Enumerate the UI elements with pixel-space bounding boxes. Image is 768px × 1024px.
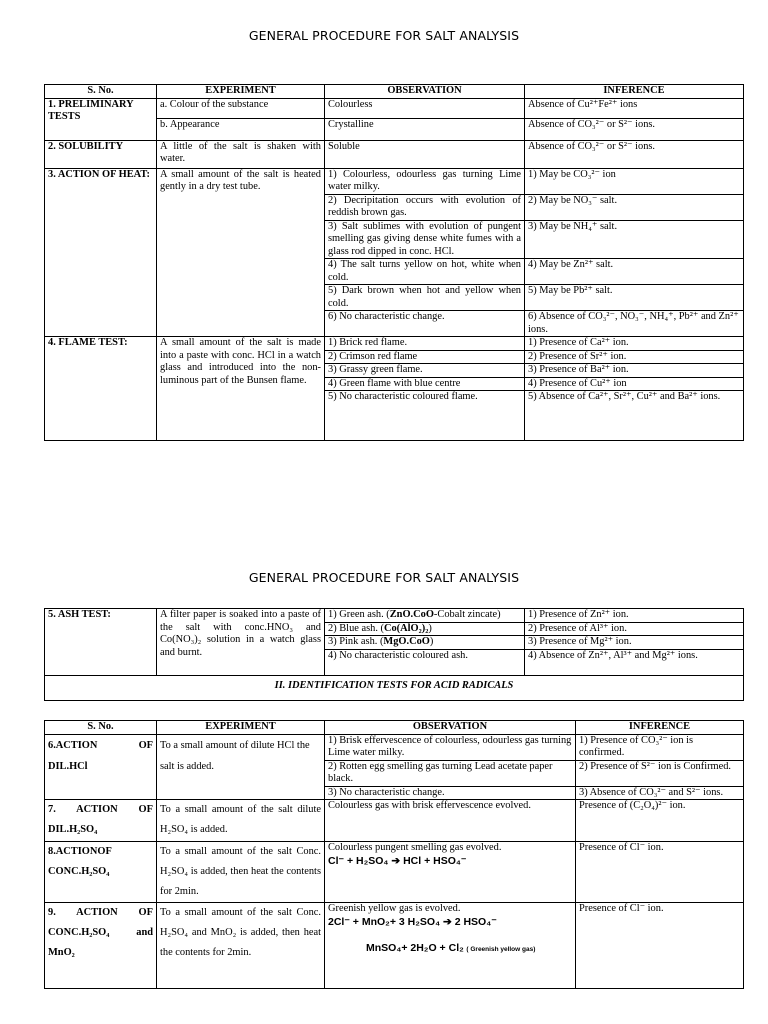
row-label-conc-mno2: 9. ACTION OF CONC.H₂SO₄ and MnO₂ — [45, 903, 157, 989]
experiment-cell: To a small amount of dilute HCl the salt is added. — [157, 734, 325, 800]
inference-cell: 1) Presence of Zn²⁺ ion. — [525, 609, 744, 623]
row-label-ash: 5. ASH TEST: — [45, 609, 157, 676]
observation-cell: 4) Green flame with blue centre — [325, 377, 525, 391]
inference-cell: 6) Absence of CO₃²⁻, NO₃⁻, NH₄⁺, Pb²⁺ and Zn²⁺ ions. — [525, 311, 744, 337]
table-row — [45, 609, 744, 623]
equation-line-2 — [328, 942, 572, 957]
inference-cell: 1) May be CO₃²⁻ ion — [525, 168, 744, 194]
row-label-heat: 3. ACTION OF HEAT: — [45, 168, 157, 337]
observation-cell: Soluble — [325, 140, 525, 168]
experiment-cell: A small amount of the salt is heated gently in a dry test tube. — [157, 168, 325, 337]
observation-cell: Colourless gas with brisk effervescence evolved. — [325, 800, 576, 842]
page-title: GENERAL PROCEDURE FOR SALT ANALYSIS — [248, 570, 520, 585]
observation-cell: 3) Grassy green flame. — [325, 364, 525, 378]
table-row — [45, 140, 744, 168]
inference-cell: 2) Presence of Sr²⁺ ion. — [525, 350, 744, 364]
experiment-cell: a. Colour of the substance — [157, 98, 325, 118]
obs-text: 1) Green ash. ( — [328, 609, 390, 620]
table-row — [45, 903, 744, 989]
salt-analysis-table-1 — [44, 84, 744, 441]
observation-cell: 6) No characteristic change. — [325, 311, 525, 337]
inference-cell: Presence of (C₂O₄)²⁻ ion. — [576, 800, 744, 842]
inference-cell: Presence of Cl⁻ ion. — [576, 842, 744, 903]
table-row — [45, 734, 744, 760]
equation: MnSO₄+ 2H₂O + Cl₂ — [366, 942, 464, 954]
header-observation: OBSERVATION — [325, 85, 525, 99]
observation-cell: 5) No characteristic coloured flame. — [325, 391, 525, 441]
observation-cell: 3) Salt sublimes with evolution of pungent smelling gas giving dense white fumes with a glass rod dipped in conc. HCl. — [325, 220, 525, 259]
header-inference: INFERENCE — [576, 721, 744, 735]
observation-cell: 1) Colourless, odourless gas turning Lime water milky. — [325, 168, 525, 194]
inference-cell: Absence of Cu²⁺Fe²⁺ ions — [525, 98, 744, 118]
inference-cell: Absence of CO₃²⁻ or S²⁻ ions. — [525, 118, 744, 140]
inference-cell: 1) Presence of CO₃²⁻ ion is confirmed. — [576, 734, 744, 760]
row-label-preliminary: 1. PRELIMINARY TESTS — [45, 98, 157, 140]
inference-cell: 2) May be NO₃⁻ salt. — [525, 194, 744, 220]
page-title: GENERAL PROCEDURE FOR SALT ANALYSIS — [248, 28, 520, 43]
inference-cell: 4) Absence of Zn²⁺, Al³⁺ and Mg²⁺ ions. — [525, 649, 744, 675]
observation-cell — [325, 636, 525, 650]
row-label-solubility: 2. SOLUBILITY — [45, 140, 157, 168]
obs-text: ) — [429, 636, 434, 647]
header-experiment: EXPERIMENT — [157, 85, 325, 99]
observation-cell — [325, 609, 525, 623]
experiment-cell: To a small amount of the salt Conc. H₂SO₄ and MnO₂ is added, then heat the contents for 2min. — [157, 903, 325, 989]
row-label-dil-hcl: 6.ACTION OF DIL.HCl — [45, 734, 157, 800]
inference-cell: 3) Presence of Mg²⁺ ion. — [525, 636, 744, 650]
inference-cell: 4) May be Zn²⁺ salt. — [525, 259, 744, 285]
section-title: II. IDENTIFICATION TESTS FOR ACID RADICALS — [45, 675, 744, 700]
row-label-conc-h2so4: 8.ACTIONOF CONC.H₂SO₄ — [45, 842, 157, 903]
observation-cell — [325, 622, 525, 636]
inference-cell: 5) Absence of Ca²⁺, Sr²⁺, Cu²⁺ and Ba²⁺ ions. — [525, 391, 744, 441]
acid-radicals-table — [44, 720, 744, 989]
observation-cell — [325, 649, 525, 675]
section-row — [45, 675, 744, 700]
observation-cell — [325, 842, 576, 903]
experiment-cell: A little of the salt is shaken with water. — [157, 140, 325, 168]
observation-cell: 2) Rotten egg smelling gas turning Lead acetate paper black. — [325, 760, 576, 786]
observation-cell: Colourless — [325, 98, 525, 118]
obs-text: Greenish yellow gas is evolved. — [328, 903, 461, 914]
inference-cell: Absence of CO₃²⁻ or S²⁻ ions. — [525, 140, 744, 168]
formula: ZnO.CoO — [389, 609, 434, 620]
formula: Co(AlO₂)₂ — [383, 622, 429, 634]
inference-cell: Presence of Cl⁻ ion. — [576, 903, 744, 989]
header-inference: INFERENCE — [525, 85, 744, 99]
row-label-flame: 4. FLAME TEST: — [45, 337, 157, 441]
experiment-cell: To a small amount of the salt Conc. H₂SO₄ is added, then heat the contents for 2min. — [157, 842, 325, 903]
table-row — [45, 337, 744, 351]
experiment-cell: To a small amount of the salt dilute H₂SO₄ is added. — [157, 800, 325, 842]
header-sno: S. No. — [45, 721, 157, 735]
table-row — [45, 168, 744, 194]
table-header-row — [45, 721, 744, 735]
header-observation: OBSERVATION — [325, 721, 576, 735]
table-header-row — [45, 85, 744, 99]
salt-analysis-table-2 — [44, 608, 744, 701]
obs-text: -Cobalt zincate) — [433, 609, 501, 620]
inference-cell: 4) Presence of Cu²⁺ ion — [525, 377, 744, 391]
observation-cell: 1) Brick red flame. — [325, 337, 525, 351]
row-label-dil-h2so4: 7. ACTION OF DIL.H₂SO₄ — [45, 800, 157, 842]
obs-text: 3) Pink ash. ( — [328, 636, 384, 647]
equation-note: ( Greenish yellow gas) — [466, 946, 536, 953]
inference-cell: 3) Presence of Ba²⁺ ion. — [525, 364, 744, 378]
inference-cell: 1) Presence of Ca²⁺ ion. — [525, 337, 744, 351]
obs-text: Colourless pungent smelling gas evolved. — [328, 842, 502, 853]
observation-cell: 5) Dark brown when hot and yellow when cold. — [325, 285, 525, 311]
experiment-cell: A small amount of the salt is made into a paste with conc. HCl in a watch glass and introduced into the non-luminous part of the Bunsen flame. — [157, 337, 325, 441]
obs-text: 4) No characteristic coloured ash. — [328, 649, 468, 661]
observation-cell — [325, 903, 576, 989]
header-sno: S. No. — [45, 85, 157, 99]
observation-cell: 3) No characteristic change. — [325, 786, 576, 800]
observation-cell: 1) Brisk effervescence of colourless, odourless gas turning Lime water milky. — [325, 734, 576, 760]
header-experiment: EXPERIMENT — [157, 721, 325, 735]
experiment-cell: A filter paper is soaked into a paste of the salt with conc.HNO₃ and Co(NO₃)₂ solution in a watch glass and burnt. — [157, 609, 325, 676]
inference-cell: 5) May be Pb²⁺ salt. — [525, 285, 744, 311]
equation: Cl⁻ + H₂SO₄ ➔ HCl + HSO₄⁻ — [328, 854, 467, 867]
observation-cell: Crystalline — [325, 118, 525, 140]
observation-cell: 2) Crimson red flame — [325, 350, 525, 364]
inference-cell: 3) Absence of CO₃²⁻ and S²⁻ ions. — [576, 786, 744, 800]
table-row — [45, 842, 744, 903]
experiment-cell: b. Appearance — [157, 118, 325, 140]
observation-cell: 4) The salt turns yellow on hot, white when cold. — [325, 259, 525, 285]
inference-cell: 2) Presence of Al³⁺ ion. — [525, 622, 744, 636]
inference-cell: 3) May be NH₄⁺ salt. — [525, 220, 744, 259]
equation: 2Cl⁻ + MnO₂+ 3 H₂SO₄ ➔ 2 HSO₄⁻ — [328, 915, 497, 928]
obs-text: ) — [428, 622, 432, 634]
formula: MgO.CoO — [383, 636, 430, 647]
observation-cell: 2) Decripitation occurs with evolution of reddish brown gas. — [325, 194, 525, 220]
obs-text: 2) Blue ash. ( — [328, 622, 384, 634]
table-row — [45, 98, 744, 118]
table-row — [45, 800, 744, 842]
inference-cell: 2) Presence of S²⁻ ion is Confirmed. — [576, 760, 744, 786]
